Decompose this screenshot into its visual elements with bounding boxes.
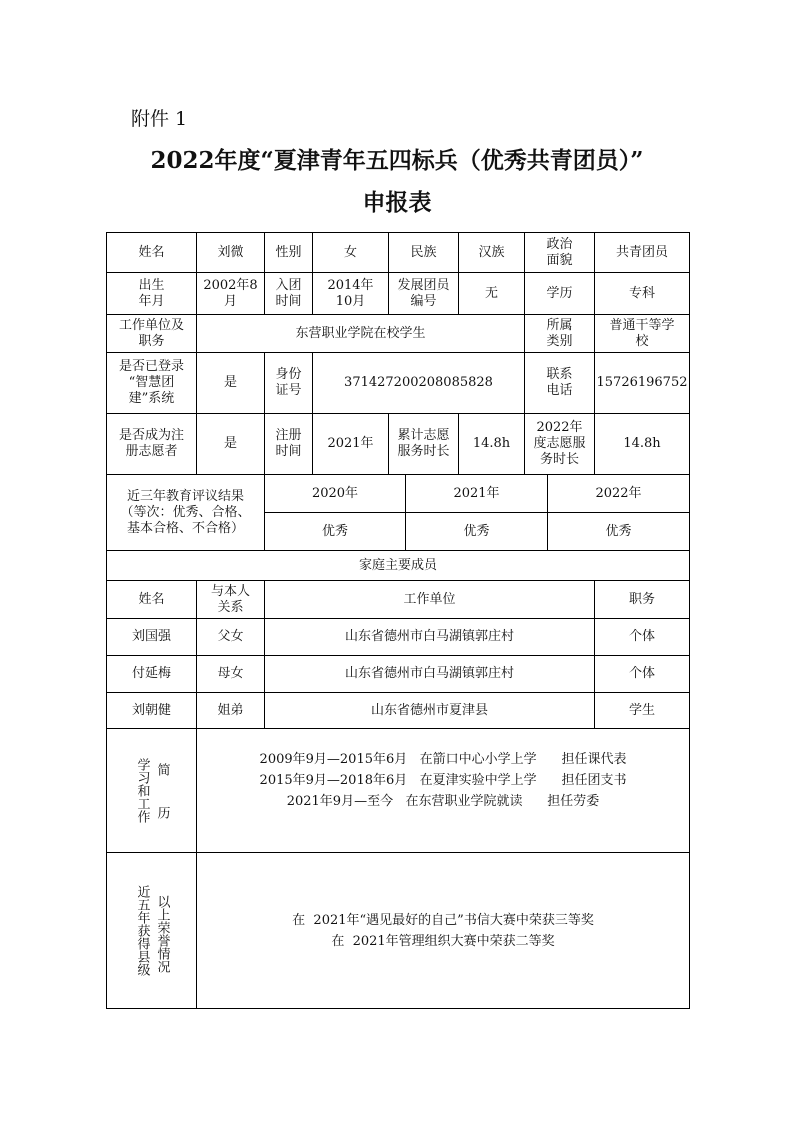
family-member-position: 学生 xyxy=(595,693,690,729)
family-member-relation: 父女 xyxy=(197,619,265,656)
honor-line: 在 2021年管理组织大赛中荣获二等奖 xyxy=(331,933,555,949)
year-hours-value: 14.8h xyxy=(595,414,690,475)
phone-value: 15726196752 xyxy=(595,353,690,414)
family-member-position: 个体 xyxy=(595,656,690,693)
reg-value: 2021年 xyxy=(313,414,389,475)
gender-label: 性别 xyxy=(265,233,313,273)
reg-label: 注册 时间 xyxy=(265,414,313,475)
family-header-name: 姓名 xyxy=(107,581,197,619)
member-no-label: 发展团员 编号 xyxy=(389,273,459,315)
evaluation-result: 优秀 xyxy=(548,513,690,551)
resume-line: 2021年9月—至今 在东营职业学院就读 担任劳委 xyxy=(286,794,600,809)
political-value: 共青团员 xyxy=(595,233,690,273)
honors-label-col2: 以上荣誉情况 xyxy=(154,895,170,973)
id-label: 身份 证号 xyxy=(265,353,313,414)
education-label: 学历 xyxy=(525,273,595,315)
total-hours-value: 14.8h xyxy=(459,414,525,475)
gender-value: 女 xyxy=(313,233,389,273)
id-value: 371427200208085828 xyxy=(313,353,525,414)
birth-label: 出生 年月 xyxy=(107,273,197,315)
evaluation-result: 优秀 xyxy=(265,513,406,551)
join-value: 2014年 10月 xyxy=(313,273,389,315)
category-label: 所属 类别 xyxy=(525,315,595,353)
honors-label xyxy=(107,853,197,1009)
family-header-relation: 与本人 关系 xyxy=(197,581,265,619)
total-hours-label: 累计志愿 服务时长 xyxy=(389,414,459,475)
system-label: 是否已登录 “智慧团 建”系统 xyxy=(107,353,197,414)
name-value: 刘微 xyxy=(197,233,265,273)
family-member-work: 山东省德州市白马湖镇郭庄村 xyxy=(265,656,595,693)
family-member-name: 刘国强 xyxy=(107,619,197,656)
family-member-name: 刘朝健 xyxy=(107,693,197,729)
attachment-label: 附件 1 xyxy=(131,108,188,130)
application-table xyxy=(106,232,690,1009)
evaluation-year: 2020年 xyxy=(265,475,406,513)
honor-line: 在 2021年“遇见最好的自己”书信大赛中荣获三等奖 xyxy=(292,912,594,928)
ethnicity-label: 民族 xyxy=(389,233,459,273)
name-label: 姓名 xyxy=(107,233,197,273)
evaluation-result: 优秀 xyxy=(406,513,548,551)
resume-content xyxy=(197,729,690,853)
honors-content xyxy=(197,853,690,1009)
evaluation-year: 2022年 xyxy=(548,475,690,513)
form-title: 2022年度“夏津青年五四标兵（优秀共青团员）” xyxy=(150,147,644,174)
evaluation-label: 近三年教育评议结果 （等次：优秀、合格、 基本合格、不合格） xyxy=(107,475,265,551)
family-member-work: 山东省德州市夏津县 xyxy=(265,693,595,729)
family-section-title: 家庭主要成员 xyxy=(107,551,690,581)
volunteer-value: 是 xyxy=(197,414,265,475)
political-label: 政治 面貌 xyxy=(525,233,595,273)
family-member-work: 山东省德州市白马湖镇郭庄村 xyxy=(265,619,595,656)
family-header-position: 职务 xyxy=(595,581,690,619)
member-no-value: 无 xyxy=(459,273,525,315)
phone-label: 联系 电话 xyxy=(525,353,595,414)
work-label: 工作单位及 职务 xyxy=(107,315,197,353)
education-value: 专科 xyxy=(595,273,690,315)
family-member-relation: 姐弟 xyxy=(197,693,265,729)
ethnicity-value: 汉族 xyxy=(459,233,525,273)
system-value: 是 xyxy=(197,353,265,414)
resume-label xyxy=(107,729,197,853)
join-label: 入团 时间 xyxy=(265,273,313,315)
resume-label-col1: 学习和工作 xyxy=(134,758,150,823)
family-member-relation: 母女 xyxy=(197,656,265,693)
form-subtitle: 申报表 xyxy=(362,189,432,216)
work-value: 东营职业学院在校学生 xyxy=(197,315,525,353)
resume-line: 2015年9月—2018年6月 在夏津实验中学上学 担任团支书 xyxy=(259,773,627,788)
category-value: 普通干等学 校 xyxy=(595,315,690,353)
resume-line: 2009年9月—2015年6月 在箭口中心小学上学 担任课代表 xyxy=(259,752,627,767)
birth-value: 2002年8 月 xyxy=(197,273,265,315)
resume-label-col2: 简 历 xyxy=(154,762,170,819)
family-member-position: 个体 xyxy=(595,619,690,656)
family-member-name: 付延梅 xyxy=(107,656,197,693)
volunteer-label: 是否成为注 册志愿者 xyxy=(107,414,197,475)
honors-label-col1: 近五年获得县级 xyxy=(134,885,150,976)
evaluation-year: 2021年 xyxy=(406,475,548,513)
year-hours-label: 2022年 度志愿服 务时长 xyxy=(525,414,595,475)
family-header-work: 工作单位 xyxy=(265,581,595,619)
